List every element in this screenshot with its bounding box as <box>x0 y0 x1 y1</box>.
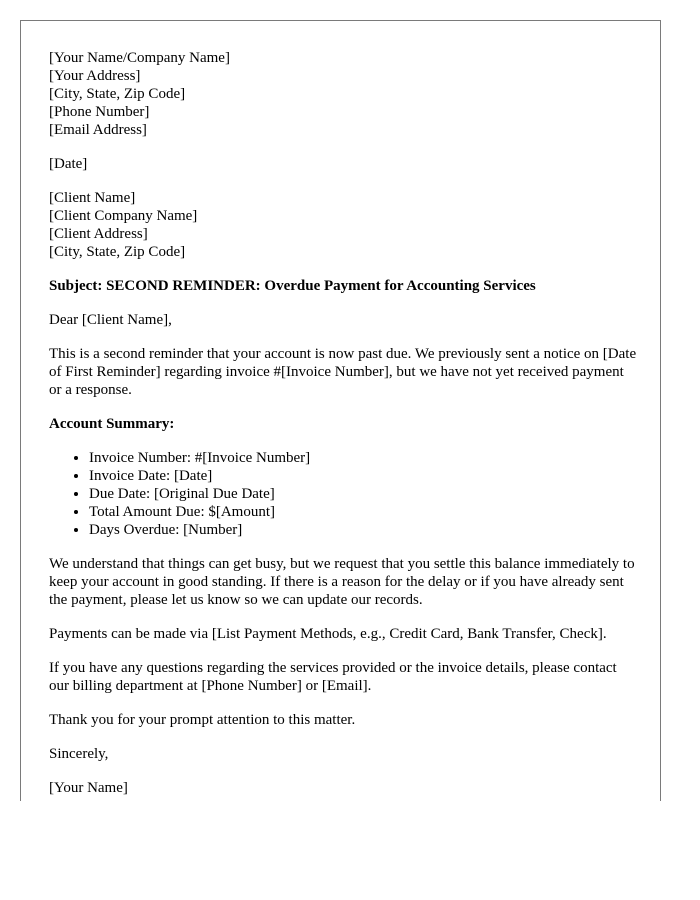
subject-line: Subject: SECOND REMINDER: Overdue Payment for Accounting Services <box>49 278 536 294</box>
questions-paragraph: If you have any questions regarding the services provided or the invoice details, please contact our billing department at [Phone Number] or [Email]. <box>49 660 617 694</box>
sender-name: [Your Name/Company Name] <box>49 50 230 66</box>
thanks-paragraph: Thank you for your prompt attention to this matter. <box>49 712 356 728</box>
sender-address: [Your Address] <box>49 68 141 84</box>
letter-content <box>49 49 639 797</box>
request-paragraph: We understand that things can get busy, but we request that you settle this balance immediately to keep your account in good standing. If there is a reason for the delay or if you have already sent the payment, please let us know so we can update our records. <box>49 556 635 608</box>
sender-phone: [Phone Number] <box>49 104 150 120</box>
letter-date: [Date] <box>49 156 88 172</box>
signature-name: [Your Name] <box>49 780 128 796</box>
recipient-company: [Client Company Name] <box>49 208 198 224</box>
date-block <box>49 155 639 173</box>
salutation: Dear [Client Name], <box>49 312 172 328</box>
sender-email: [Email Address] <box>49 122 147 138</box>
recipient-block <box>49 189 639 261</box>
summary-list <box>49 449 639 539</box>
summary-item-due-date: • Due Date: [Original Due Date] <box>89 485 639 503</box>
closing: Sincerely, <box>49 746 109 762</box>
sender-city-state-zip: [City, State, Zip Code] <box>49 86 186 102</box>
summary-item-invoice-number: • Invoice Number: #[Invoice Number] <box>89 449 639 467</box>
recipient-name: [Client Name] <box>49 190 136 206</box>
summary-item-invoice-date: • Invoice Date: [Date] <box>89 467 639 485</box>
summary-item-days-overdue: • Days Overdue: [Number] <box>89 521 639 539</box>
summary-heading: Account Summary: <box>49 416 175 432</box>
payment-paragraph: Payments can be made via [List Payment Methods, e.g., Credit Card, Bank Transfer, Check]. <box>49 626 607 642</box>
recipient-address: [Client Address] <box>49 226 148 242</box>
intro-paragraph: This is a second reminder that your account is now past due. We previously sent a notice on [Date of First Reminder] regarding invoice #[Invoice Number], but we have not yet received payment or a response. <box>49 346 637 398</box>
sender-block <box>49 49 639 139</box>
letter-page <box>20 20 661 801</box>
summary-item-total-amount: • Total Amount Due: $[Amount] <box>89 503 639 521</box>
recipient-city-state-zip: [City, State, Zip Code] <box>49 244 186 260</box>
